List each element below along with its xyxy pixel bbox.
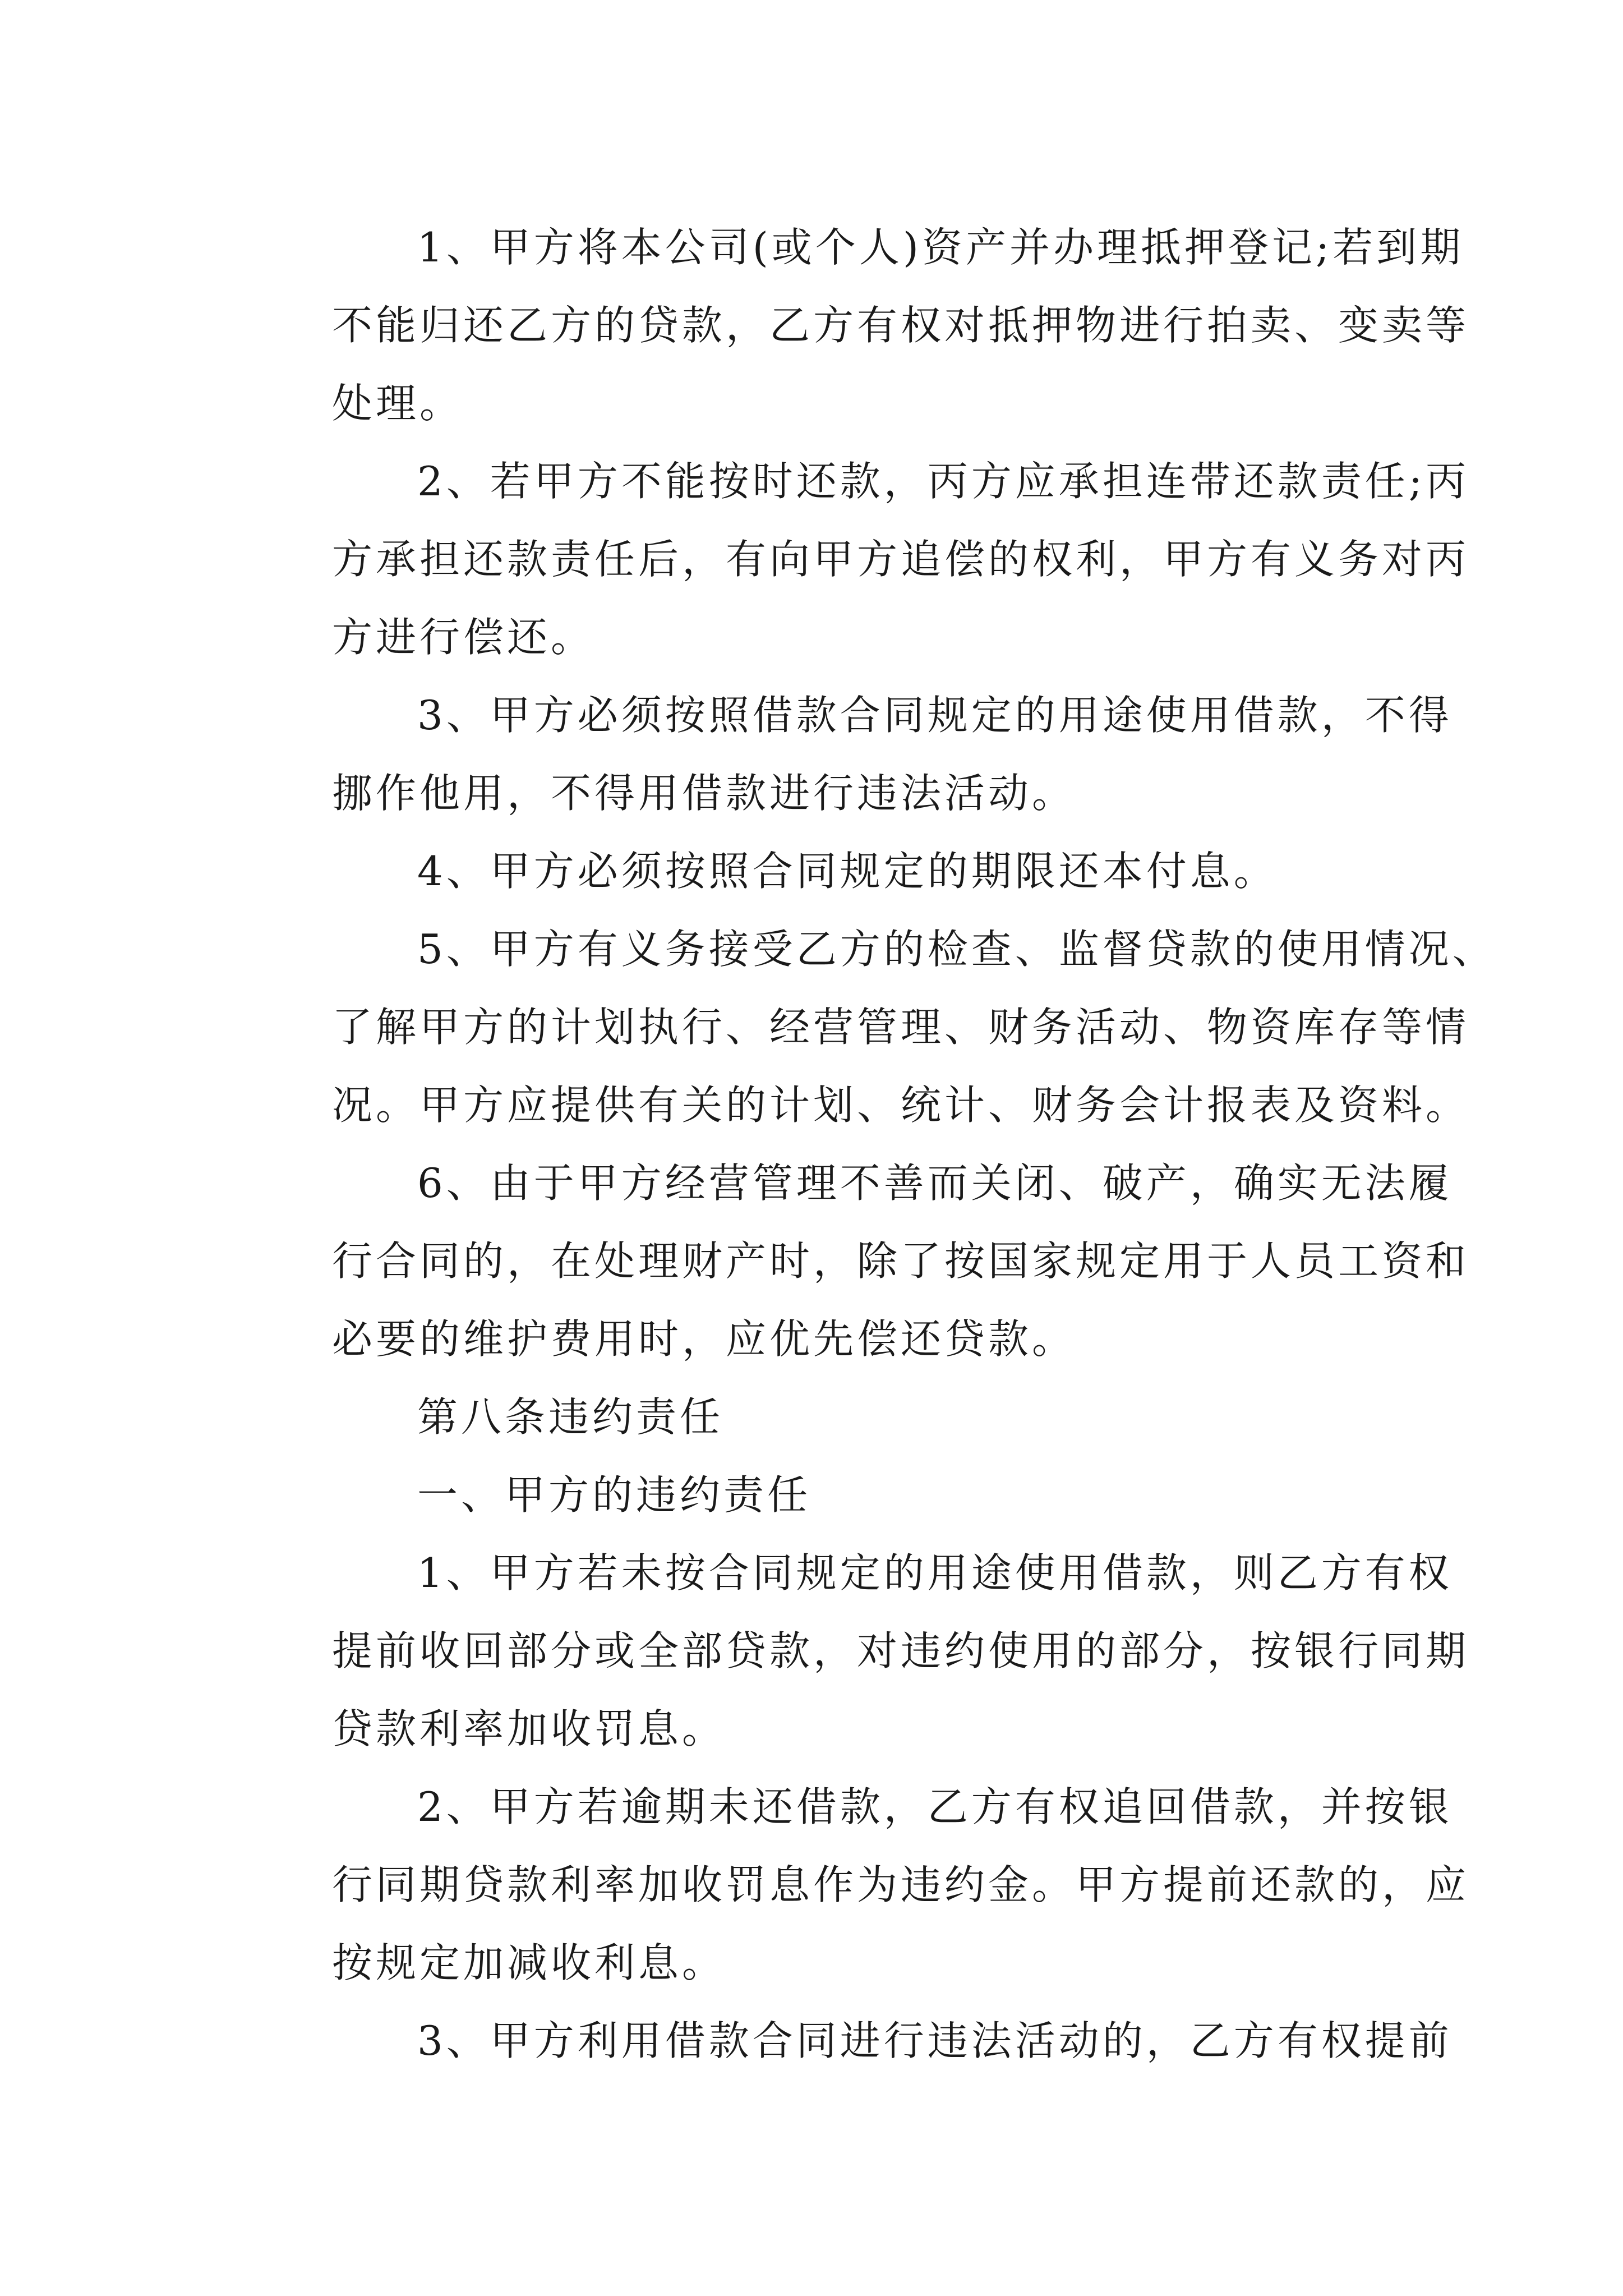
- paragraph-line: 行同期贷款利率加收罚息作为违约金。甲方提前还款的，应: [332, 1861, 1470, 1908]
- paragraph-line: 提前收回部分或全部贷款，对违约使用的部分，按银行同期: [332, 1627, 1470, 1674]
- paragraph-line: 必要的维护费用时，应优先偿还贷款。: [332, 1315, 1076, 1363]
- paragraph-line: 4、甲方必须按照合同规定的期限还本付息。: [417, 848, 1278, 895]
- subsection-heading-text: 一、甲方的违约责任: [417, 1471, 811, 1519]
- document-body: [247, 209, 1496, 2080]
- paragraph-9: [247, 2002, 1453, 2080]
- section-heading: [247, 1378, 1385, 1456]
- paragraph-line: 按规定加减收利息。: [332, 1939, 726, 1986]
- paragraph-line: 1、甲方若未按合同规定的用途使用借款，则乙方有权: [417, 1549, 1453, 1596]
- subsection-heading: [247, 1456, 1385, 1534]
- paragraph-8: [247, 1768, 1470, 2002]
- paragraph-line: 1、甲方将本公司(或个人)资产并办理抵押登记;若到期: [417, 224, 1464, 271]
- paragraph-line: 5、甲方有义务接受乙方的检查、监督贷款的使用情况、: [417, 926, 1496, 973]
- paragraph-line: 3、甲方必须按照借款合同规定的用途使用借款，不得: [417, 692, 1453, 739]
- paragraph-line: 行合同的，在处理财产时，除了按国家规定用于人员工资和: [332, 1237, 1470, 1285]
- paragraph-3: [247, 677, 1453, 832]
- paragraph-line: 2、若甲方不能按时还款，丙方应承担连带还款责任;丙: [417, 458, 1470, 505]
- paragraph-line: 了解甲方的计划执行、经营管理、财务活动、物资库存等情: [332, 1004, 1470, 1051]
- paragraph-2: [247, 443, 1470, 677]
- paragraph-line: 挪作他用，不得用借款进行违法活动。: [332, 770, 1076, 817]
- paragraph-line: 方承担还款责任后，有向甲方追偿的权利，甲方有义务对丙: [332, 536, 1470, 583]
- paragraph-line: 3、甲方利用借款合同进行违法活动的，乙方有权提前: [417, 2017, 1453, 2064]
- paragraph-line: 处理。: [332, 380, 464, 427]
- paragraph-4: [247, 832, 1385, 910]
- paragraph-6: [247, 1144, 1470, 1378]
- section-heading-text: 第八条违约责任: [417, 1393, 724, 1441]
- paragraph-line: 方进行偿还。: [332, 614, 595, 661]
- paragraph-1: [247, 209, 1470, 443]
- paragraph-5: [247, 910, 1496, 1144]
- paragraph-line: 况。甲方应提供有关的计划、统计、财务会计报表及资料。: [332, 1082, 1470, 1129]
- paragraph-line: 贷款利率加收罚息。: [332, 1705, 726, 1752]
- paragraph-line: 不能归还乙方的贷款，乙方有权对抵押物进行拍卖、变卖等: [332, 302, 1470, 349]
- paragraph-line: 2、甲方若逾期未还借款，乙方有权追回借款，并按银: [417, 1783, 1453, 1830]
- paragraph-line: 6、由于甲方经营管理不善而关闭、破产，确实无法履: [417, 1159, 1453, 1207]
- paragraph-7: [247, 1534, 1470, 1768]
